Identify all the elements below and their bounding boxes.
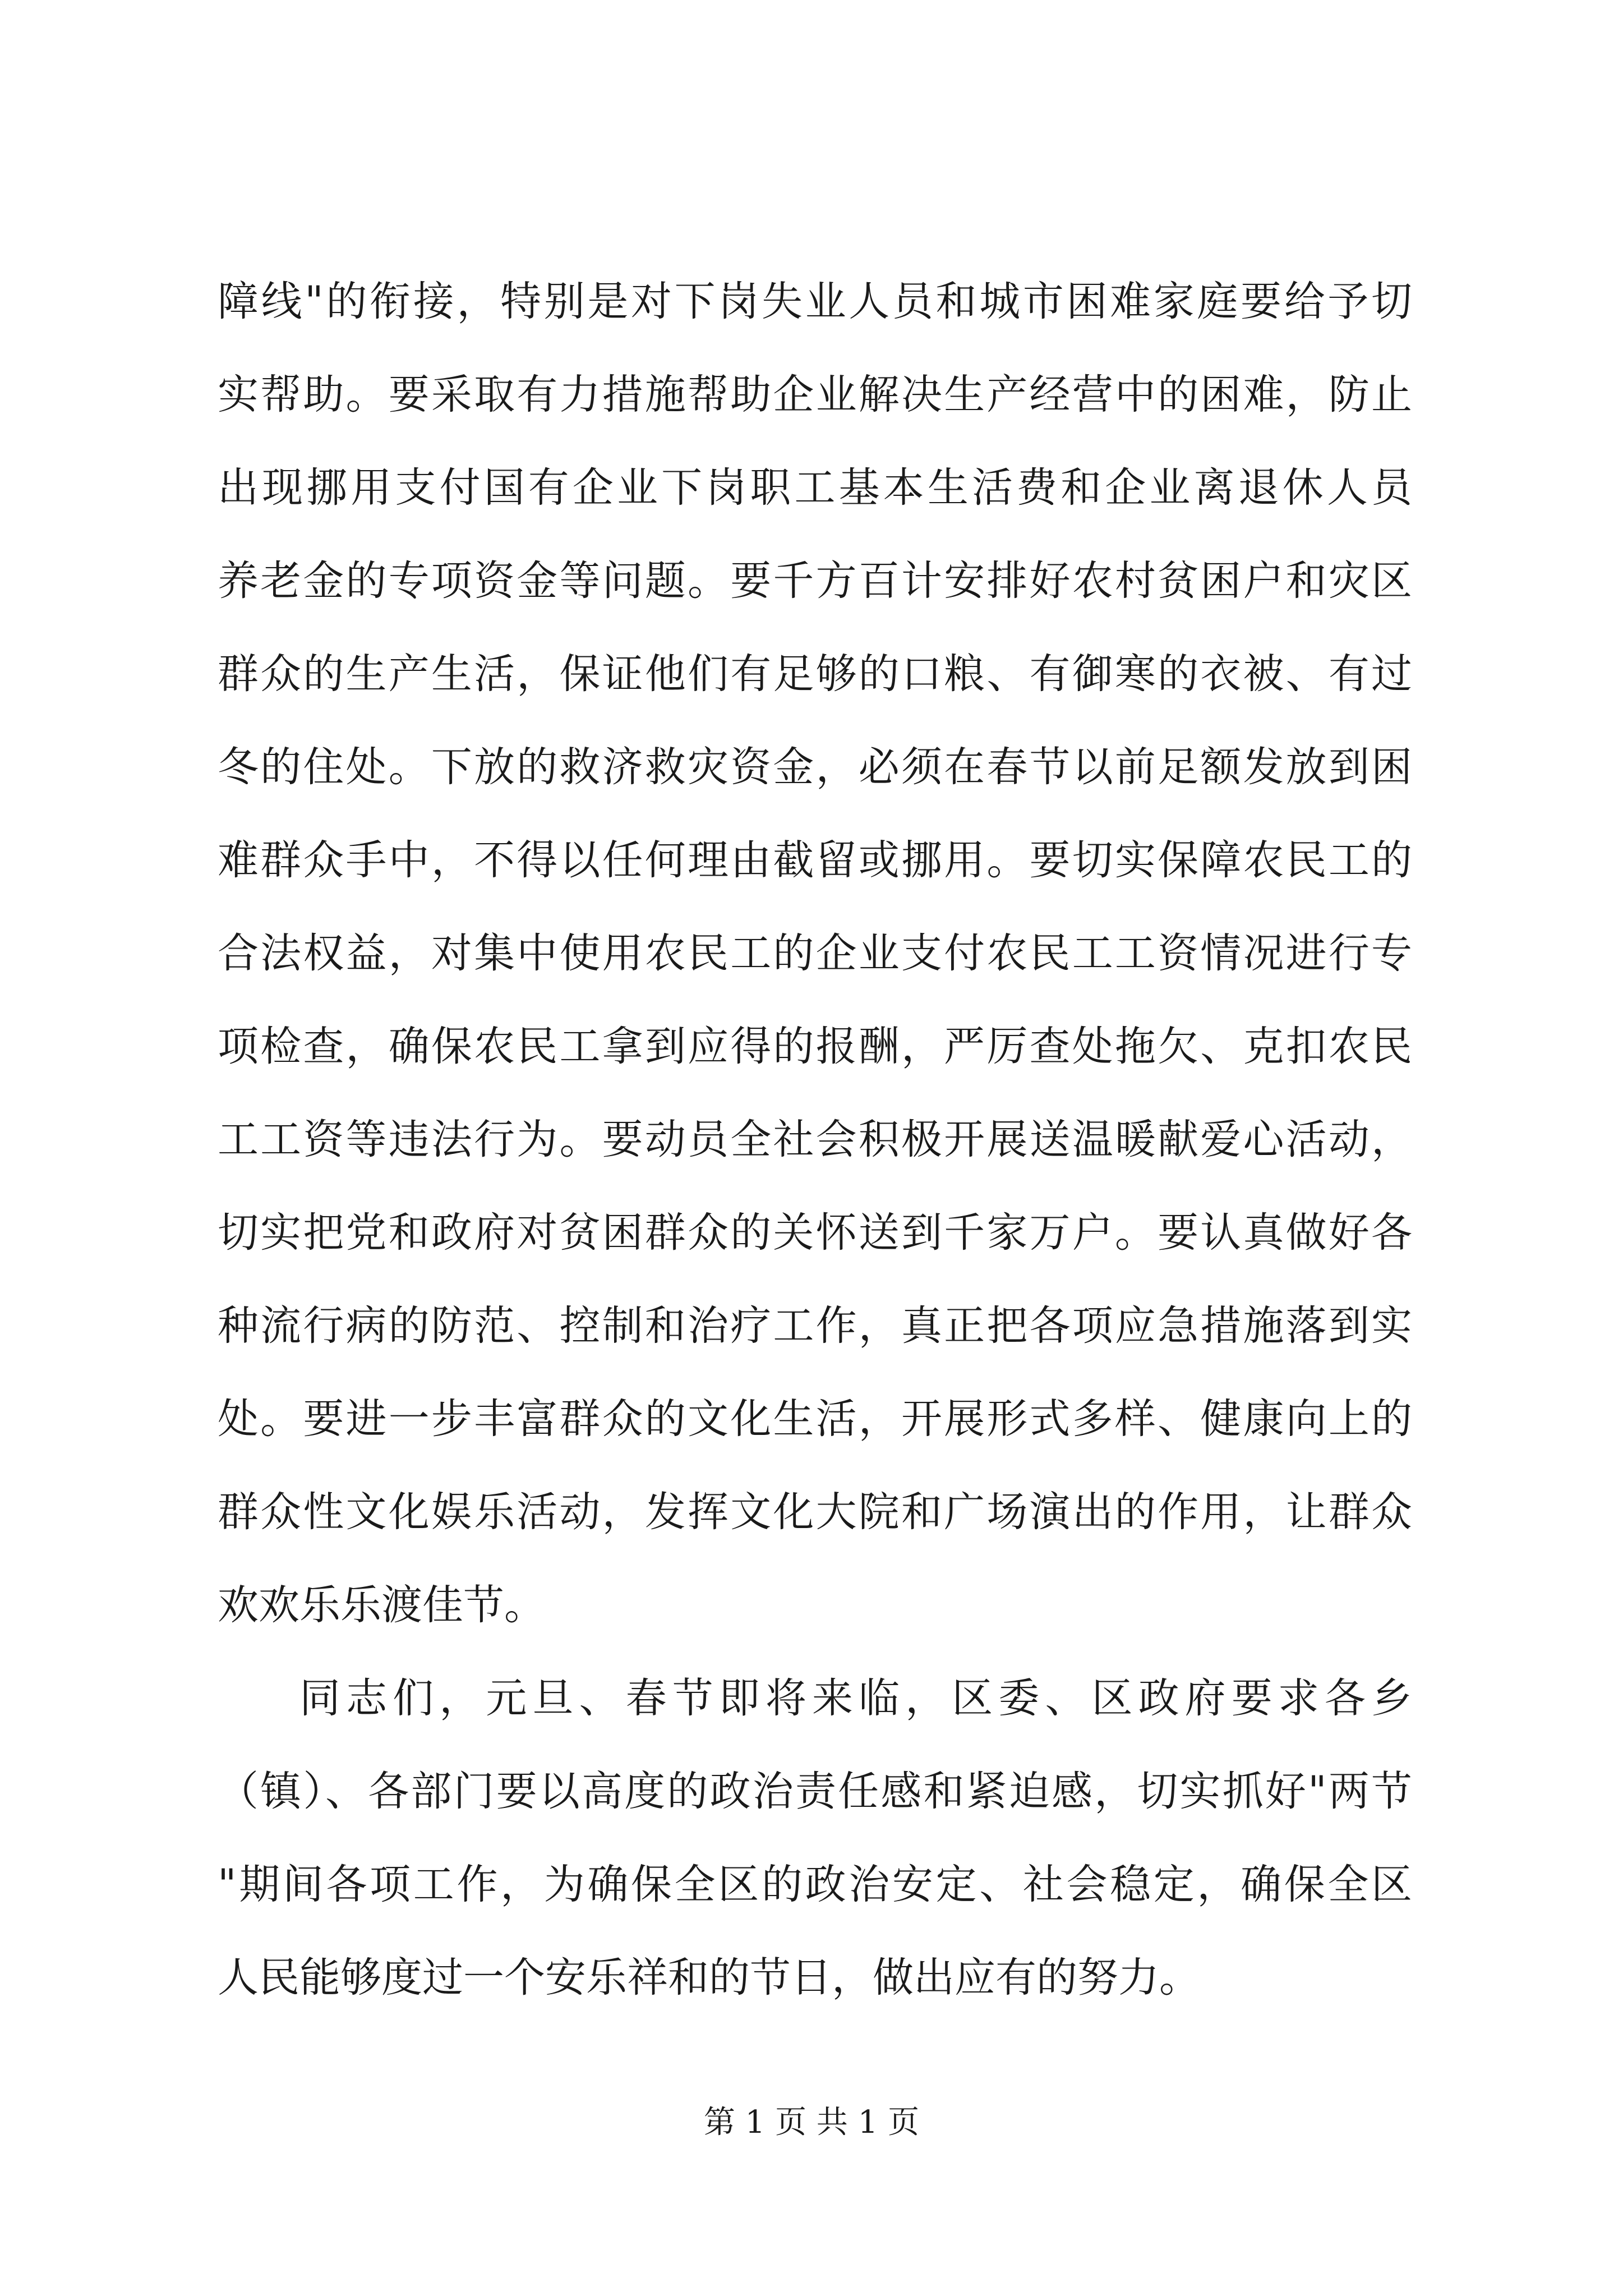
paragraph-1 [218,255,1412,1652]
text-line: 养老金的专项资金等问题。要千方百计安排好农村贫困户和灾区 [218,557,1412,605]
text-line: 障线"的衔接，特别是对下岗失业人员和城市困难家庭要给予切 [218,278,1412,325]
text-line: "期间各项工作，为确保全区的政治安定、社会稳定，确保全区 [218,1861,1412,1908]
text-line: 合法权益，对集中使用农民工的企业支付农民工工资情况进行专 [218,930,1412,977]
text-line: 工工资等违法行为。要动员全社会积极开展送温暖献爱心活动， [218,1116,1412,1163]
text-line: 群众的生产生活，保证他们有足够的口粮、有御寒的衣被、有过 [218,650,1412,698]
text-line: 群众性文化娱乐活动，发挥文化大院和广场演出的作用，让群众 [218,1488,1412,1536]
text-line: 项检查，确保农民工拿到应得的报酬，严厉查处拖欠、克扣农民 [218,1023,1412,1070]
text-line: 欢欢乐乐渡佳节。 [218,1581,545,1629]
text-line: 难群众手中，不得以任何理由截留或挪用。要切实保障农民工的 [218,836,1412,884]
text-line: 种流行病的防范、控制和治疗工作，真正把各项应急措施落到实 [218,1302,1412,1350]
text-line: 人民能够度过一个安乐祥和的节日，做出应有的努力。 [218,1954,1200,2001]
text-line: 切实把党和政府对贫困群众的关怀送到千家万户。要认真做好各 [218,1209,1412,1257]
document-body [218,255,1412,2024]
text-line: （镇）、各部门要以高度的政治责任感和紧迫感，切实抓好"两节 [218,1768,1412,1815]
paragraph-2 [218,1652,1412,2024]
text-line: 同志们，元旦、春节即将来临，区委、区政府要求各乡 [299,1674,1412,1722]
text-line: 出现挪用支付国有企业下岗职工基本生活费和企业离退休人员 [218,464,1412,512]
page-footer: 第 1 页 共 1 页 [703,2104,920,2141]
text-line: 实帮助。要采取有力措施帮助企业解决生产经营中的困难，防止 [218,371,1412,418]
text-line: 处。要进一步丰富群众的文化生活，开展形式多样、健康向上的 [218,1395,1412,1443]
text-line: 冬的住处。下放的救济救灾资金，必须在春节以前足额发放到困 [218,743,1412,791]
